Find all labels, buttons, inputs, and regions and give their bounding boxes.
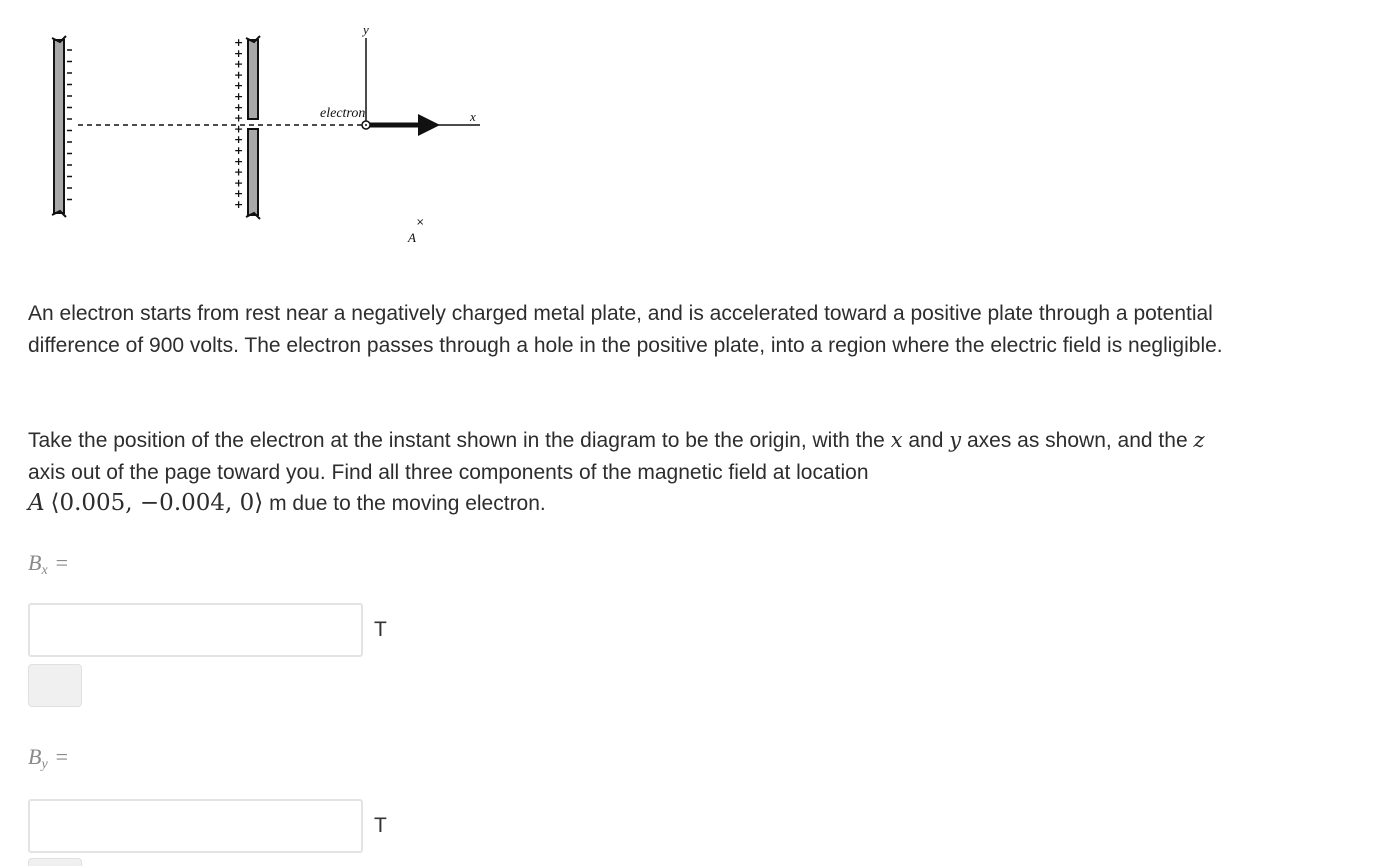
plus-signs (234, 36, 243, 211)
p2-text-1: Take the position of the electron at the instant shown in the diagram to be the origin, with the (28, 429, 891, 452)
minus-signs (67, 50, 72, 200)
plus-sign: + (234, 165, 244, 179)
p2-text-4: m due to the moving electron. (263, 492, 546, 515)
bx-input[interactable] (28, 603, 363, 657)
p2-text-and: and (902, 429, 950, 452)
electron-center (365, 124, 367, 126)
positive-plate-upper (248, 40, 258, 119)
problem-paragraph-2 (28, 425, 1228, 520)
by-unit: T (374, 814, 387, 837)
bx-subscript: x (41, 563, 48, 578)
diagram-svg (30, 20, 500, 255)
by-input[interactable] (28, 799, 363, 853)
problem-paragraph-1: An electron starts from rest near a negatively charged metal plate, and is accelerated toward a positive plate through a potential difference of 900 volts. The electron passes through a hole in the positive plate, into a region where the electric field is negligible. (28, 302, 1223, 357)
point-a-marker: × (416, 217, 425, 228)
plus-sign: + (234, 68, 244, 82)
plus-sign: + (234, 79, 244, 93)
negative-plate (52, 36, 72, 217)
by-label (28, 744, 68, 773)
point-a-math: A (28, 490, 45, 516)
plus-sign: + (234, 122, 244, 136)
by-equals: = (55, 744, 69, 769)
bx-symbol: B (28, 550, 42, 575)
bx-equals: = (55, 550, 69, 575)
plus-sign: + (234, 133, 244, 147)
p2-text-2: axes as shown, and the (961, 429, 1194, 452)
by-symbol: B (28, 744, 42, 769)
y-axis-label: y (363, 22, 369, 37)
x-axis-label: x (470, 109, 476, 124)
plus-sign: + (234, 176, 244, 190)
plus-sign: + (234, 154, 244, 168)
by-submit-button[interactable] (28, 858, 82, 866)
plus-sign: + (234, 144, 244, 157)
plus-sign: + (234, 36, 244, 49)
plus-sign: + (234, 90, 244, 103)
physics-diagram (30, 20, 500, 255)
negative-plate-body (54, 40, 64, 213)
plus-sign: + (234, 198, 244, 211)
var-y: y (949, 428, 962, 452)
point-a-label: A (408, 230, 416, 245)
plus-sign: + (234, 111, 244, 125)
plus-sign: + (234, 57, 244, 71)
bx-submit-button[interactable] (28, 664, 82, 707)
positive-plate (234, 36, 260, 219)
bx-unit: T (374, 618, 387, 641)
electron-label: electron (320, 106, 366, 121)
bx-label (28, 550, 68, 579)
plus-sign: + (234, 100, 244, 114)
var-x: x (890, 428, 903, 452)
p2-text-3: axis out of the page toward you. Find all three components of the magnetic field at location (28, 460, 869, 484)
positive-plate-lower (248, 129, 258, 215)
plus-sign: + (234, 46, 244, 60)
var-z: z (1193, 428, 1205, 452)
velocity-arrow-head (418, 114, 440, 136)
plus-sign: + (234, 187, 244, 201)
location-vector: ⟨0.005, −0.004, 0⟩ (50, 490, 264, 516)
by-subscript: y (41, 757, 48, 772)
